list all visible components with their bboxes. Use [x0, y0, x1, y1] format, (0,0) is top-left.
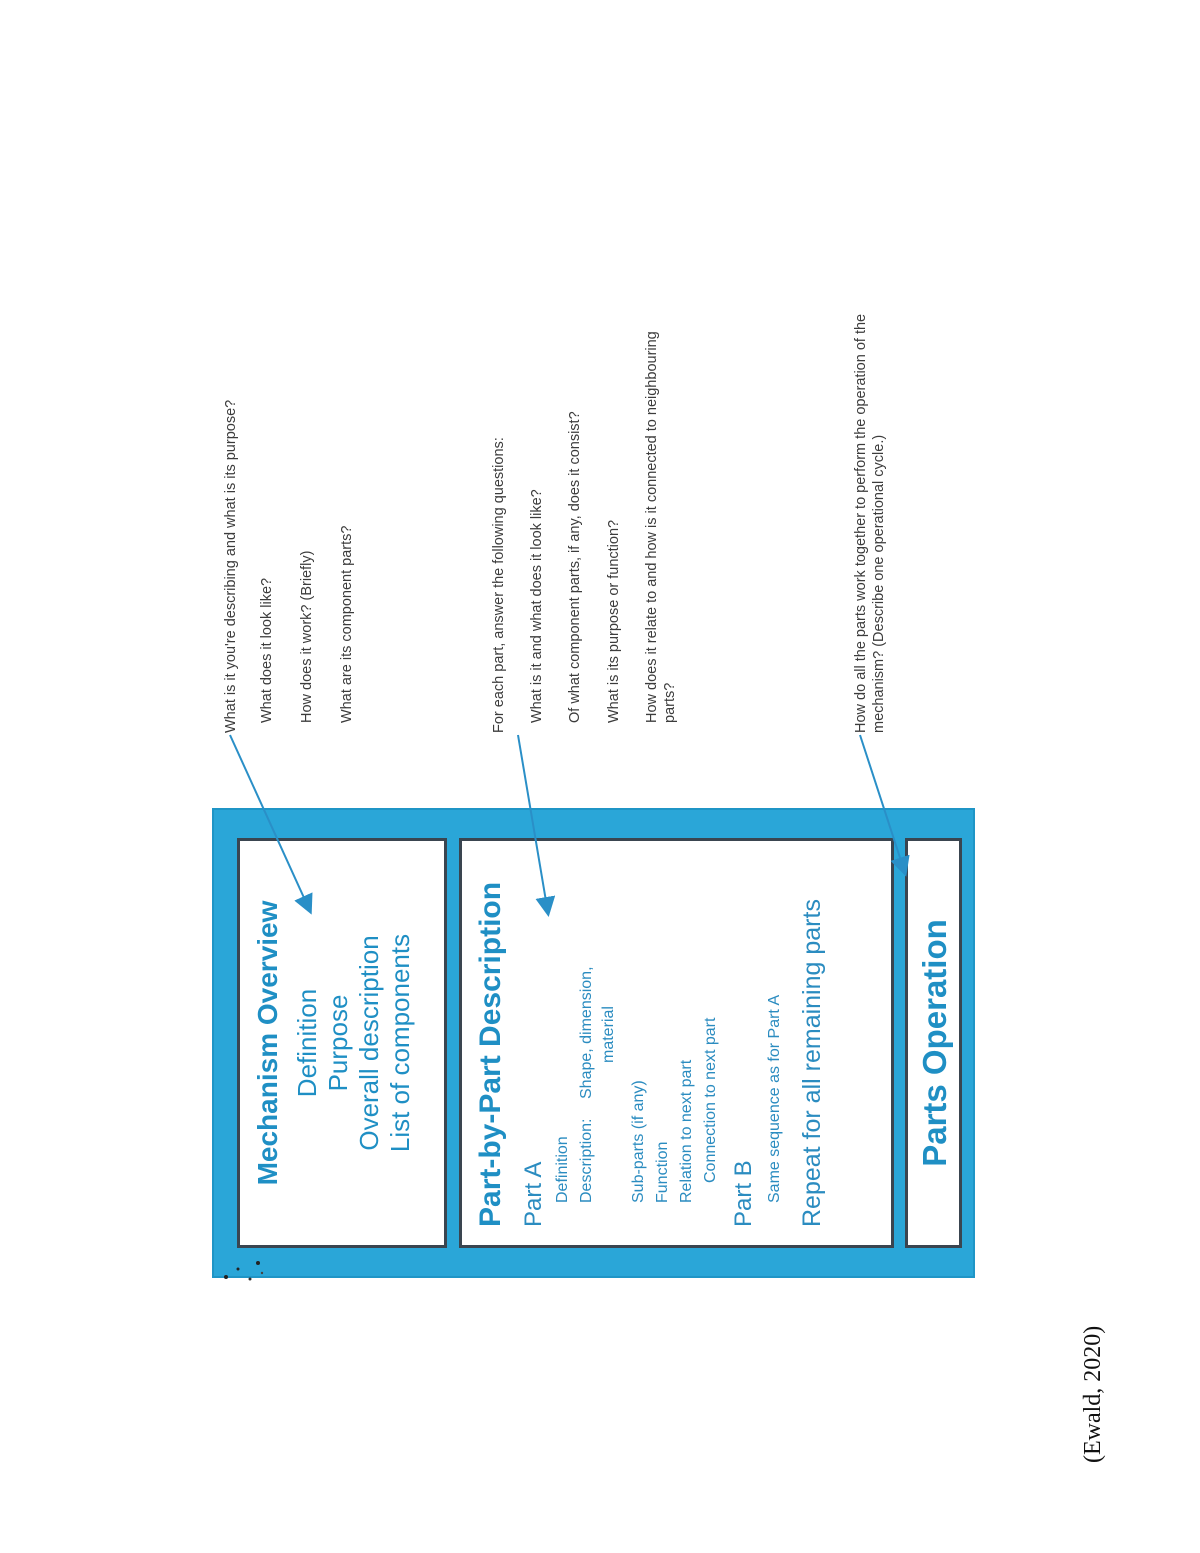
overview-item-definition: Definition — [292, 988, 322, 1098]
part-a-definition: Definition — [554, 1136, 571, 1203]
part-a-description-value-material: material — [600, 1006, 617, 1063]
part-question-1: What is it and what does it look like? — [529, 489, 545, 723]
part-a-subparts: Sub-parts (if any) — [630, 1080, 647, 1203]
overview-item-list-of-components: List of components — [385, 933, 415, 1153]
operation-question: How do all the parts work together to perform the operation of the mechanism? (Describe one operational cycle.) — [853, 313, 887, 733]
part-a-description: Description: — [578, 1118, 595, 1203]
repeat-remaining-parts: Repeat for all remaining parts — [798, 899, 826, 1227]
part-a-label: Part A — [520, 1161, 547, 1227]
part-a-function: Function — [654, 1141, 671, 1203]
overview-arrow — [230, 735, 310, 911]
part-question-4: How does it relate to and how is it connected to neighbouring parts? — [644, 331, 678, 723]
part-b-label: Part B — [730, 1160, 757, 1227]
part-arrow — [518, 735, 548, 913]
citation: (Ewald, 2020) — [1080, 1325, 1106, 1463]
overview-item-purpose: Purpose — [323, 994, 353, 1092]
part-b-same-sequence: Same sequence as for Part A — [766, 994, 783, 1203]
overview-question-4: What are its component parts? — [339, 525, 355, 723]
part-questions-intro: For each part, answer the following questions: — [491, 437, 507, 733]
overview-item-overall-description: Overall description — [354, 935, 384, 1151]
part-question-3: What is its purpose or function? — [606, 519, 622, 723]
overview-question-1: What is it you're describing and what is its purpose? — [223, 399, 239, 733]
part-question-2: Of what component parts, if any, does it consist? — [567, 411, 583, 723]
parts-operation-title: Parts Operation — [916, 919, 953, 1167]
overview-question-3: How does it work? (Briefly) — [299, 550, 315, 723]
part-a-connection: Connection to next part — [702, 1017, 719, 1183]
part-by-part-title: Part-by-Part Description — [474, 881, 507, 1227]
part-a-relation: Relation to next part — [678, 1059, 695, 1203]
part-a-description-value: Shape, dimension, — [578, 966, 595, 1099]
operation-arrow — [860, 735, 905, 873]
mechanism-overview-title: Mechanism Overview — [252, 900, 283, 1186]
overview-question-2: What does it look like? — [259, 577, 275, 723]
